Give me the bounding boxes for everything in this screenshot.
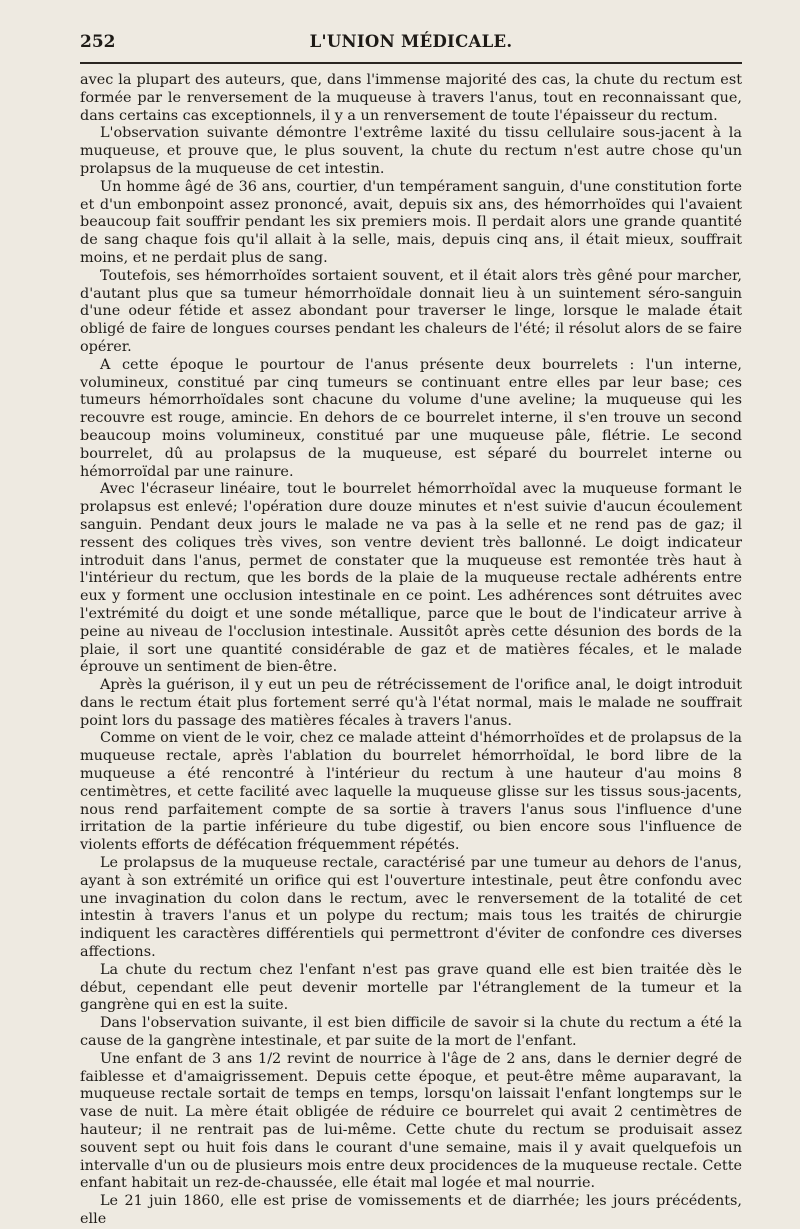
- running-title: L'UNION MÉDICALE.: [309, 32, 513, 51]
- paragraph: Avec l'écraseur linéaire, tout le bourrelet hémorrhoïdal avec la muqueuse formant le prolapsus est enlevé; l'opération dure douze minutes et n'est suivie d'aucun écoulement sanguin. Pendant deux jours le malade ne va pas à la selle et ne rend pas de gaz; il ressent des coliques très vives, son ventre devient très ballonné. Le doigt indicateur introduit dans l'anus, permet de constater que la muqueuse est remontée très haut à l'intérieur du rectum, que les bords de la plaie de la muqueuse rectale adhérents entre eux y forment une occlusion intestinale en ce point. Les adhérences sont détruites avec l'extrémité du doigt et une sonde métallique, parce que le bout de l'indicateur arrive à peine au niveau de l'occlusion intestinale. Aussitôt après cette désunion des bords de la plaie, il sort une quantité considérable de gaz et de matières fécales, et le malade éprouve un sentiment de bien-être.: [80, 481, 742, 676]
- paragraph: Après la guérison, il y eut un peu de rétrécissement de l'orifice anal, le doigt introduit dans le rectum était plus fortement serré qu'à l'état normal, mais le malade ne souffrait point lors du passage des matières fécales à travers l'anus.: [80, 677, 742, 729]
- page-number: 252: [80, 32, 116, 52]
- paragraph: Le prolapsus de la muqueuse rectale, caractérisé par une tumeur au dehors de l'anus, ayant à son extrémité un orifice qui est l'ouverture intestinale, peut être confondu avec une invagination du colon dans le rectum, avec le renversement de la totalité de cet intestin à travers l'anus et un polype du rectum; mais tous les traités de chirurgie indiquent les caractères différentiels qui permettront d'éviter de confondre ces diverses affections.: [80, 855, 742, 961]
- paragraph: L'observation suivante démontre l'extrême laxité du tissu cellulaire sous-jacent à la muqueuse, et prouve que, le plus souvent, la chute du rectum n'est autre chose qu'un prolapsus de la muqueuse de cet intestin.: [80, 125, 742, 177]
- paragraph: Un homme âgé de 36 ans, courtier, d'un tempérament sanguin, d'une constitution forte et d'un embonpoint assez prononcé, avait, depuis six ans, des hémorrhoïdes qui l'avaient beaucoup fait souffrir pendant les six premiers mois. Il perdait alors une grande quantité de sang chaque fois qu'il allait à la selle, mais, depuis cinq ans, il était mieux, souffrait moins, et ne perdait plus de sang.: [80, 178, 742, 266]
- paragraph: Toutefois, ses hémorrhoïdes sortaient souvent, et il était alors très gêné pour marcher, d'autant plus que sa tumeur hémorrhoïdale donnait lieu à un suintement séro-sanguin d'une odeur fétide et assez abondant pour traverser le linge, lorsque le malade était obligé de faire de longues courses pendant les chaleurs de l'été; il résolut alors de se faire opérer.: [80, 267, 742, 355]
- paragraph: La chute du rectum chez l'enfant n'est pas grave quand elle est bien traitée dès le début, cependant elle peut devenir mortelle par l'étranglement de la tumeur et la gangrène qui en est la suite.: [80, 961, 742, 1014]
- paragraph-continuation: avec la plupart des auteurs, que, dans l'immense majorité des cas, la chute du rectum est formée par le renversement de la muqueuse à travers l'anus, tout en reconnaissant que, dans certains cas exceptionnels, il y a un renversement de toute l'épaisseur du rectum.: [80, 72, 742, 124]
- paragraph: Dans l'observation suivante, il est bien difficile de savoir si la chute du rectum a été la cause de la gangrène intestinale, et par suite de la mort de l'enfant.: [80, 1015, 742, 1050]
- paragraph: Une enfant de 3 ans 1/2 revint de nourrice à l'âge de 2 ans, dans le dernier degré de faiblesse et d'amaigrissement. Depuis cette époque, et peut-être même auparavant, la muqueuse rectale sortait de temps en temps, lorsqu'on laissait l'enfant longtemps sur le vase de nuit. La mère était obligée de réduire ce bourrelet qui avait 2 centimètres de hauteur; il ne rentrait pas de lui-même. Cette chute du rectum se produisait assez souvent sept ou huit fois dans le courant d'une semaine, mais il y avait quelquefois un intervalle d'un ou de plusieurs mois entre deux procidences de la muqueuse rectale. Cette enfant habitait un rez-de-chaussée, elle était mal logée et mal nourrie.: [80, 1050, 742, 1192]
- header-rule: [80, 62, 742, 64]
- paragraph: Le 21 juin 1860, elle est prise de vomissements et de diarrhée; les jours précédents, elle: [80, 1193, 742, 1227]
- paragraph: A cette époque le pourtour de l'anus présente deux bourrelets : l'un interne, volumineux, constitué par cinq tumeurs se continuant entre elles par leur base; ces tumeurs hémorrhoïdales sont chacune du volume d'une aveline; la muqueuse qui les recouvre est rouge, amincie. En dehors de ce bourrelet interne, il s'en trouve un second beaucoup moins volumineux, constitué par une muqueuse pâle, flétrie. Le second bourrelet, dû au prolapsus de la muqueuse, est séparé du bourrelet interne ou hémorroïdal par une rainure.: [80, 356, 742, 480]
- article-body: [80, 72, 742, 1229]
- page-header: [80, 32, 742, 56]
- paragraph: Comme on vient de le voir, chez ce malade atteint d'hémorrhoïdes et de prolapsus de la muqueuse rectale, après l'ablation du bourrelet hémorrhoïdal, le bord libre de la muqueuse a été rencontré à l'intérieur du rectum à une hauteur d'au moins 8 centimètres, et cette facilité avec laquelle la muqueuse glisse sur les tissus sous-jacents, nous rend parfaitement compte de sa sortie à travers l'anus sous l'influence d'une irritation de la partie inférieure du tube digestif, ou bien encore sous l'influence de violents efforts de défécation fréquemment répétés.: [80, 730, 742, 854]
